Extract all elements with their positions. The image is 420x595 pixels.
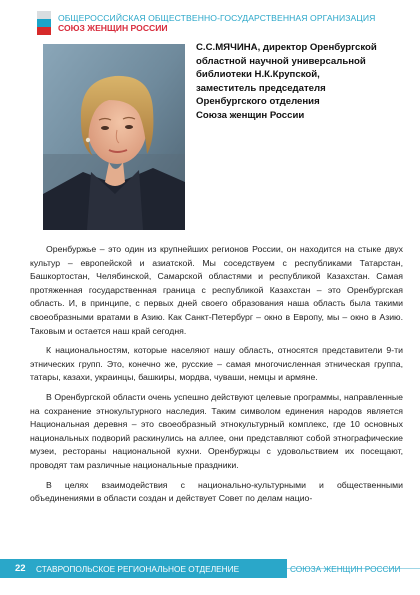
page-footer: [0, 559, 420, 578]
photo-caption: [196, 41, 416, 123]
caption-line: Союза женщин России: [196, 109, 305, 121]
page-number: 22: [15, 563, 26, 574]
footer-right-label: СОЮЗА ЖЕНЩИН РОССИИ: [290, 564, 401, 574]
footer-left-label: СТАВРОПОЛЬСКОЕ РЕГИОНАЛЬНОЕ ОТДЕЛЕНИЕ: [36, 564, 240, 574]
paragraph: К национальностям, которые населяют нашу область, относятся представители 9-ти этнических групп. Это, конечно же, русские – самая многочисленная этническая группа, татары, казахи, украинцы, башкиры, мордва, чуваши, немцы и армяне.: [30, 345, 403, 383]
paragraph: Оренбуржье – это один из крупнейших регионов России, он находится на стыке двух культур – европейской и азиатской. Мы соседствуем с республиками Татарстан, Башкортостан, Челябинской, Самарской областями и республикой Казахстан. Самая протяженная государственная граница с республикой Казахстан – это Оренбургская область. И, в принципе, с первых дней своего образования наша область была такими своеобразными вратами в Азию. Как Санкт-Петербург – окно в Европу, мы – окно в Азию. Таковым и остается наш край сегодня.: [30, 244, 403, 336]
caption-line: заместитель председателя: [196, 82, 326, 94]
paragraph: В Оренбургской области очень успешно действуют целевые программы, направленные на сохранение этнокультурного наследия. Таким символом единения народов является Национальная деревня – это своеобразный этнокультурный комплекс, где 10 основных национальных подворий раскинулись на аллее, они представляют собой этнографические музеи, рестораны национальной кухни. Оренбуржцы с удовольствием их посещают, проводят там различные национальные праздники.: [30, 391, 403, 470]
organization-name: ОБЩЕРОССИЙСКАЯ ОБЩЕСТВЕННО-ГОСУДАРСТВЕННАЯ ОРГАНИЗАЦИЯ: [58, 13, 376, 23]
article-body: [30, 243, 403, 506]
portrait-photo: [43, 44, 185, 230]
organization-subtitle: СОЮЗ ЖЕНЩИН РОССИИ: [58, 23, 168, 33]
paragraph: В целях взаимодействия с национально-культурными и общественными объединениями в области создан и действует Совет по делам нацио-: [30, 479, 403, 504]
caption-line: областной научной универсальной: [196, 55, 366, 67]
caption-line: Оренбургского отделения: [196, 96, 320, 108]
caption-line: С.С.МЯЧИНА, директор Оренбургской: [196, 42, 377, 53]
caption-line: библиотеки Н.К.Крупской,: [196, 69, 320, 81]
russian-flag-icon: [37, 11, 51, 35]
